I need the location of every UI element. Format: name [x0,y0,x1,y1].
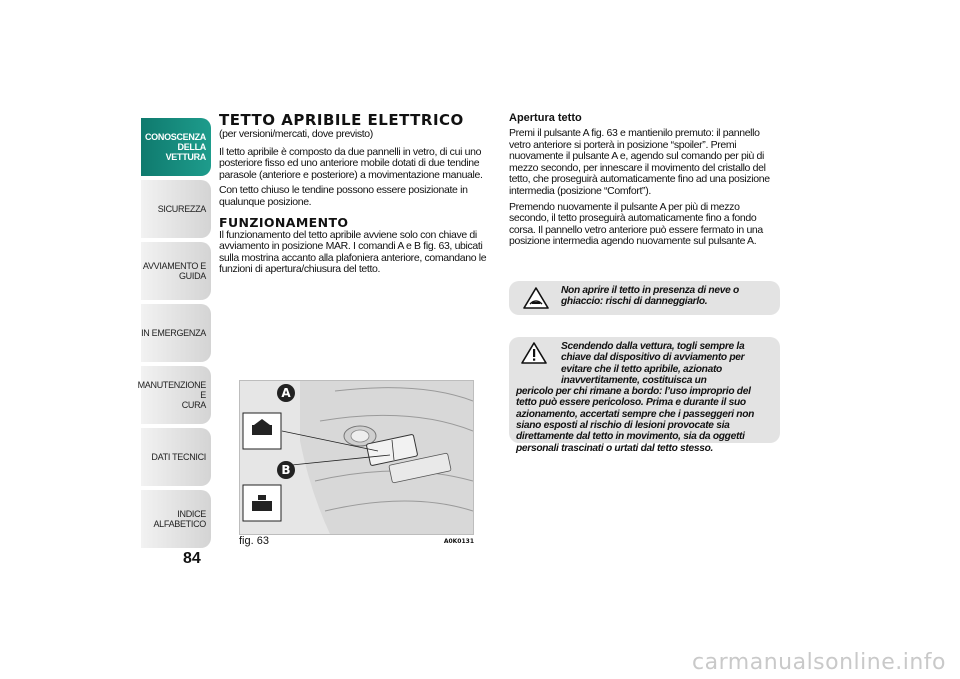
page-title: TETTO APRIBILE ELETTRICO [219,111,464,129]
tab-indice-alfabetico[interactable]: INDICE ALFABETICO [141,490,211,548]
availability-note: (per versioni/mercati, dove previsto) [219,128,373,140]
figure-label-b: B [281,463,291,477]
figure-caption-row [239,535,474,547]
left-column [219,112,491,280]
figure-caption: fig. 63 [239,535,269,547]
tab-conoscenza-della-vettura[interactable]: CONOSCENZA DELLA VETTURA [141,118,211,176]
section-heading-apertura: Apertura tetto [509,112,582,124]
tab-avviamento-e-guida[interactable]: AVVIAMENTO E GUIDA [141,242,211,300]
warning-snow-ice [509,281,780,315]
paragraph-operation: Il funzionamento del tetto apribile avviene solo con chiave di avviamento in posizione MAR. I comandi A e B fig. 63, ubicati sulla mostrina accanto alla plafoniera anteriore, comandano le funzioni di apertura/chiusura del tetto. [219,228,487,276]
paragraph-opening: Premi il pulsante A fig. 63 e mantienilo premuto: il pannello vetro anteriore si porterà in posizione “spoiler”. Premi nuovamente il pulsante A e, agendo sul comando per più di mezzo secondo, per innescare il movimento del cristallo del tetto, che proseguirà automaticamente fino ad una posizione intermedia (posizione “Comfort”). [509,127,770,197]
source-watermark: carmanualsonline.info [692,650,946,675]
warning-text-2-rest: pericolo per chi rimane a bordo: l’uso improprio del tetto può essere pericoloso. Prima e durante il suo azionamento, accertati sempre che i passeggeri non siano esposti al rischio di lesioni provocate sia direttamente dal tetto in movimento, sia da oggetti personali trascinati o urtati dal tetto stesso. [516,386,755,454]
section-heading-funzionamento: FUNZIONAMENTO [219,214,349,230]
paragraph-composition: Il tetto apribile è composto da due pannelli in vetro, di cui uno posteriore fisso ed uno anteriore mobile dotati di due tendine parasole (anteriore e posteriore) a movimentazione manuale. [219,145,483,181]
warning-remove-key [509,337,780,454]
warning-text-1: Non aprire il tetto in presenza di neve o ghiaccio: rischi di danneggiarlo. [561,285,739,308]
chapter-index [137,118,211,552]
tab-dati-tecnici[interactable]: DATI TECNICI [141,428,211,486]
figure-roof-controls [239,380,474,535]
page-number: 84 [183,550,201,567]
tab-manutenzione-e-cura[interactable]: MANUTENZIONE E CURA [141,366,211,424]
tab-in-emergenza[interactable]: IN EMERGENZA [141,304,211,362]
tab-sicurezza[interactable]: SICUREZZA [141,180,211,238]
danger-triangle-icon [521,342,547,364]
figure-label-a: A [281,386,291,400]
paragraph-opening-continued: Premendo nuovamente il pulsante A per più di mezzo secondo, il tetto proseguirà automaticamente fino a fondo corsa. Il pannello vetro anteriore può essere fermato in una posizione intermedia agendo nuovamente sul pulsante A. [509,200,763,248]
roof-controls-illustration [240,381,473,534]
warning-text-2-intro: Scendendo dalla vettura, togli sempre la chiave dal dispositivo di avviamento per evitare che il tetto apribile, azionato inavvertitamente, costituisca un [561,341,745,386]
roof-warning-icon [523,287,549,309]
figure-code: A0K0131 [443,538,474,545]
right-column [509,112,781,252]
paragraph-curtains: Con tetto chiuso le tendine possono essere posizionate in qualunque posizione. [219,184,468,208]
